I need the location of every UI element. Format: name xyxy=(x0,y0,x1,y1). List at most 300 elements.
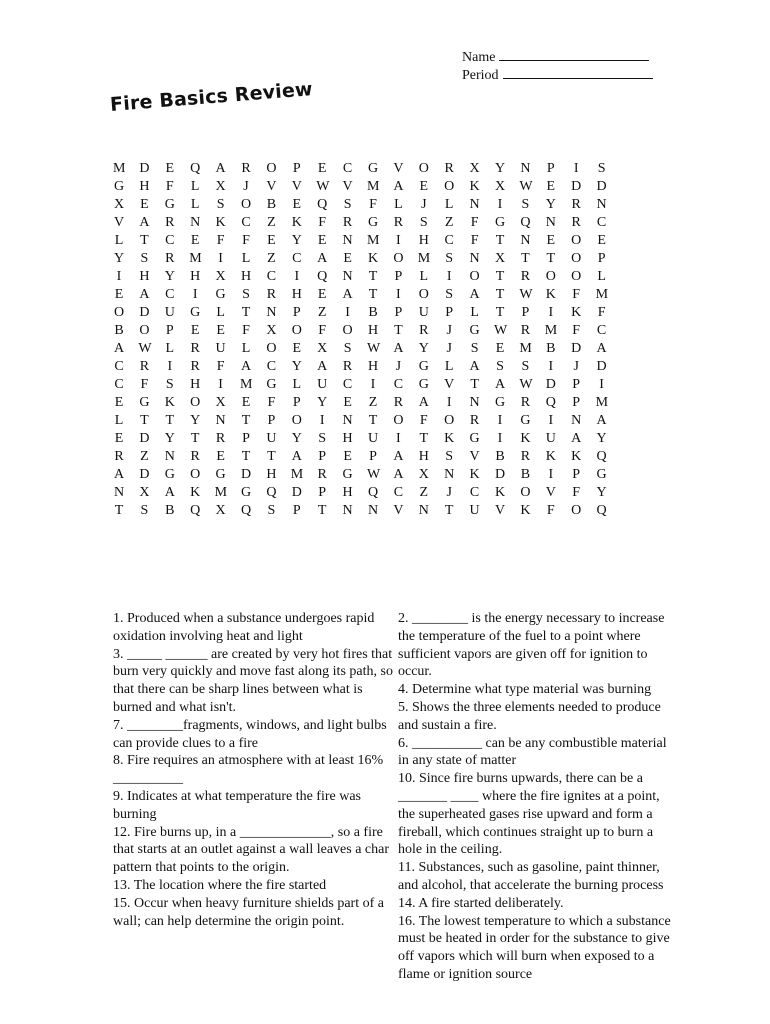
grid-letter: X xyxy=(494,251,506,266)
grid-letter: V xyxy=(469,449,480,464)
period-blank-line[interactable] xyxy=(503,66,653,79)
grid-letter: K xyxy=(469,179,480,194)
grid-letter: C xyxy=(266,359,277,374)
grid-letter: N xyxy=(469,197,480,212)
grid-letter: J xyxy=(446,341,452,356)
grid-letter: S xyxy=(140,503,149,518)
grid-letter: P xyxy=(292,503,301,518)
grid-letter: K xyxy=(291,215,302,230)
grid-letter: V xyxy=(545,485,556,500)
grid-letter: K xyxy=(520,431,531,446)
grid-letter: N xyxy=(545,215,556,230)
grid-letter: Y xyxy=(494,161,506,176)
grid-letter: D xyxy=(494,467,506,482)
grid-letter: P xyxy=(394,269,403,284)
grid-letter: K xyxy=(215,215,226,230)
grid-letter: B xyxy=(165,503,175,518)
grid-letter: X xyxy=(418,467,429,482)
grid-letter: E xyxy=(343,395,352,410)
grid-letter: J xyxy=(446,485,452,500)
grid-letter: O xyxy=(418,161,429,176)
grid-letter: X xyxy=(215,269,226,284)
grid-letter: N xyxy=(469,395,480,410)
grid-letter: Z xyxy=(267,215,276,230)
grid-letter: N xyxy=(520,233,531,248)
grid-letter: N xyxy=(596,197,607,212)
grid-letter: A xyxy=(393,467,404,482)
grid-letter: P xyxy=(572,467,581,482)
grid-letter: I xyxy=(319,413,325,428)
grid-letter: R xyxy=(241,161,251,176)
grid-letter: J xyxy=(573,359,579,374)
grid-letter: V xyxy=(113,215,125,230)
clue: 11. Substances, such as gasoline, paint thinner, and alcohol, that accelerate the burning process xyxy=(398,860,664,893)
clue: 9. Indicates at what temperature the fire was burning xyxy=(113,788,362,822)
grid-letter: D xyxy=(139,431,150,446)
grid-letter: N xyxy=(367,503,379,518)
grid-letter: Y xyxy=(596,485,607,500)
grid-letter: L xyxy=(241,251,251,266)
grid-letter: Q xyxy=(317,269,328,284)
grid-letter: G xyxy=(139,395,150,410)
grid-letter: T xyxy=(419,431,429,446)
grid-letter: D xyxy=(596,359,607,374)
grid-letter: K xyxy=(571,305,582,320)
grid-letter: I xyxy=(218,251,223,266)
grid-letter: M xyxy=(367,179,380,194)
grid-letter: F xyxy=(242,233,250,248)
grid-letter: N xyxy=(342,413,353,428)
grid-letter: A xyxy=(571,431,582,446)
grid-letter: P xyxy=(318,449,327,464)
grid-letter: P xyxy=(292,161,301,176)
grid-letter: S xyxy=(343,197,352,212)
grid-letter: O xyxy=(571,503,582,518)
grid-letter: F xyxy=(470,233,479,248)
grid-letter: K xyxy=(520,503,531,518)
grid-letter: K xyxy=(469,467,480,482)
grid-letter: R xyxy=(469,413,480,428)
clue: 14. A fire started deliberately. xyxy=(398,895,564,911)
grid-letter: O xyxy=(139,323,150,338)
grid-letter: R xyxy=(165,215,175,230)
grid-letter: M xyxy=(417,251,431,266)
grid-letter: W xyxy=(138,341,152,356)
grid-letter: T xyxy=(368,269,378,284)
grid-letter: Y xyxy=(190,413,201,428)
grid-letter: E xyxy=(165,161,175,176)
grid-letter: L xyxy=(444,359,454,374)
grid-letter: R xyxy=(419,323,429,338)
grid-letter: B xyxy=(114,323,124,338)
grid-letter: R xyxy=(190,449,200,464)
grid-letter: I xyxy=(548,413,554,428)
grid-letter: D xyxy=(571,341,582,356)
grid-letter: Y xyxy=(113,251,125,266)
grid-letter: A xyxy=(596,341,607,356)
grid-letter: R xyxy=(114,449,124,464)
grid-letter: T xyxy=(368,413,378,428)
grid-letter: F xyxy=(572,485,581,500)
grid-letter: S xyxy=(445,287,454,302)
grid-letter: M xyxy=(113,161,126,176)
grid-letter: D xyxy=(139,467,150,482)
grid-letter: N xyxy=(190,215,201,230)
grid-letter: W xyxy=(367,467,381,482)
grid-letter: V xyxy=(266,179,277,194)
grid-letter: Q xyxy=(596,449,607,464)
clue: 5. Shows the three elements needed to produce and sustain a fire. xyxy=(398,699,661,733)
grid-letter: I xyxy=(116,269,122,284)
grid-letter: G xyxy=(596,467,607,482)
grid-letter: O xyxy=(266,341,277,356)
grid-letter: R xyxy=(165,251,175,266)
grid-letter: F xyxy=(140,377,149,392)
grid-letter: A xyxy=(418,395,429,410)
grid-letter: G xyxy=(418,359,429,374)
grid-letter: U xyxy=(215,341,226,356)
grid-letter: F xyxy=(597,305,606,320)
grid-letter: S xyxy=(140,251,149,266)
grid-letter: A xyxy=(393,341,404,356)
grid-letter: E xyxy=(267,233,276,248)
grid-letter: E xyxy=(343,449,352,464)
grid-letter: S xyxy=(419,215,428,230)
grid-letter: P xyxy=(242,431,250,446)
grid-letter: T xyxy=(165,413,175,428)
grid-letter: P xyxy=(267,413,276,428)
grid-letter: C xyxy=(393,377,404,392)
grid-letter: S xyxy=(267,503,276,518)
grid-letter: Q xyxy=(266,485,277,500)
grid-letter: S xyxy=(343,341,352,356)
grid-letter: P xyxy=(572,377,581,392)
grid-letter: G xyxy=(215,467,226,482)
grid-letter: A xyxy=(113,467,125,482)
grid-letter: T xyxy=(495,233,505,248)
grid-letter: E xyxy=(597,233,606,248)
grid-letter: A xyxy=(469,287,480,302)
grid-letter: A xyxy=(139,215,150,230)
grid-letter: H xyxy=(139,179,150,194)
grid-letter: M xyxy=(290,467,304,482)
grid-letter: A xyxy=(342,287,353,302)
grid-letter: I xyxy=(294,269,300,284)
grid-letter: F xyxy=(369,197,377,212)
grid-letter: S xyxy=(521,197,530,212)
grid-letter: G xyxy=(367,161,379,176)
grid-letter: E xyxy=(190,233,200,248)
grid-letter: P xyxy=(546,161,555,176)
grid-letter: A xyxy=(164,485,175,500)
grid-letter: J xyxy=(243,179,249,194)
grid-letter: C xyxy=(241,215,251,230)
grid-letter: E xyxy=(140,197,149,212)
grid-letter: F xyxy=(242,323,250,338)
grid-letter: G xyxy=(190,305,201,320)
grid-letter: G xyxy=(240,485,252,500)
grid-letter: X xyxy=(215,395,226,410)
grid-letter: R xyxy=(317,467,327,482)
grid-letter: T xyxy=(317,503,327,518)
grid-letter: L xyxy=(114,233,124,248)
grid-letter: H xyxy=(190,269,201,284)
grid-letter: B xyxy=(520,467,531,482)
grid-letter: R xyxy=(190,341,200,356)
grid-letter: N xyxy=(266,305,277,320)
grid-letter: C xyxy=(266,269,277,284)
grid-letter: S xyxy=(445,449,454,464)
grid-letter: S xyxy=(445,251,454,266)
grid-letter: R xyxy=(342,359,353,374)
grid-letter: I xyxy=(497,431,503,446)
grid-letter: U xyxy=(164,305,175,320)
grid-letter: R xyxy=(139,359,150,374)
grid-letter: H xyxy=(291,287,302,302)
grid-letter: I xyxy=(548,467,554,482)
grid-letter: V xyxy=(444,377,455,392)
grid-letter: M xyxy=(240,377,253,392)
grid-letter: C xyxy=(596,323,607,338)
grid-letter: R xyxy=(190,359,200,374)
grid-letter: R xyxy=(520,323,531,338)
grid-letter: I xyxy=(218,377,223,392)
grid-letter: Z xyxy=(419,485,429,500)
grid-letter: C xyxy=(444,233,454,248)
grid-letter: L xyxy=(394,197,403,212)
grid-letter: Z xyxy=(444,215,454,230)
grid-letter: I xyxy=(446,269,452,284)
grid-letter: M xyxy=(595,287,609,302)
grid-letter: A xyxy=(139,287,150,302)
grid-letter: W xyxy=(494,323,508,338)
grid-letter: S xyxy=(242,287,250,302)
grid-letter: Z xyxy=(140,449,149,464)
grid-letter: E xyxy=(317,287,327,302)
grid-letter: O xyxy=(418,287,429,302)
grid-letter: I xyxy=(446,395,452,410)
grid-letter: P xyxy=(572,395,581,410)
grid-letter: Y xyxy=(545,197,556,212)
grid-letter: P xyxy=(394,305,403,320)
grid-letter: Z xyxy=(317,305,327,320)
grid-letter: G xyxy=(113,179,125,194)
grid-letter: A xyxy=(113,341,125,356)
grid-letter: T xyxy=(470,377,479,392)
grid-letter: F xyxy=(216,359,225,374)
grid-letter: L xyxy=(419,269,429,284)
grid-letter: N xyxy=(469,251,480,266)
grid-letter: S xyxy=(521,359,530,374)
grid-letter: K xyxy=(571,449,582,464)
grid-letter: O xyxy=(342,323,353,338)
grid-letter: T xyxy=(368,287,378,302)
grid-letter: A xyxy=(494,377,506,392)
grid-letter: L xyxy=(292,377,302,392)
clue: 3. _____ ______ are created by very hot fires that burn very quickly and move fast along its path, so that there can be sharp lines between what is burned and what isn't. xyxy=(113,646,393,715)
grid-letter: E xyxy=(114,395,124,410)
grid-letter: L xyxy=(597,269,606,284)
grid-letter: R xyxy=(393,215,404,230)
grid-letter: G xyxy=(494,215,506,230)
grid-letter: H xyxy=(418,449,429,464)
grid-letter: T xyxy=(495,287,505,302)
grid-letter: G xyxy=(520,413,531,428)
grid-letter: I xyxy=(548,359,554,374)
grid-letter: D xyxy=(545,377,556,392)
grid-letter: P xyxy=(318,485,327,500)
grid-letter: E xyxy=(190,323,200,338)
name-field[interactable] xyxy=(462,48,649,66)
grid-letter: Q xyxy=(367,485,379,500)
grid-letter: E xyxy=(114,287,124,302)
grid-letter: B xyxy=(546,341,556,356)
grid-letter: O xyxy=(291,413,302,428)
grid-letter: X xyxy=(139,485,150,500)
grid-letter: C xyxy=(114,377,124,392)
grid-letter: J xyxy=(446,323,452,338)
grid-letter: Y xyxy=(164,431,175,446)
grid-letter: C xyxy=(342,161,353,176)
grid-letter: L xyxy=(216,305,225,320)
grid-letter: G xyxy=(164,467,175,482)
grid-letter: R xyxy=(571,197,581,212)
name-label: Name xyxy=(462,50,496,65)
grid-letter: N xyxy=(113,485,125,500)
grid-letter: B xyxy=(266,197,277,212)
grid-letter: L xyxy=(444,197,454,212)
grid-letter: T xyxy=(495,269,505,284)
grid-letter: O xyxy=(444,179,455,194)
grid-letter: Q xyxy=(190,161,201,176)
clue: 15. Occur when heavy furniture shields part of a wall; can help determine the origin point. xyxy=(113,895,384,929)
grid-letter: A xyxy=(469,359,480,374)
grid-letter: X xyxy=(266,323,277,338)
grid-letter: D xyxy=(596,179,607,194)
grid-letter: Q xyxy=(520,215,531,230)
grid-letter: G xyxy=(469,323,480,338)
grid-letter: H xyxy=(266,467,277,482)
grid-letter: T xyxy=(241,413,251,428)
grid-letter: A xyxy=(393,179,404,194)
grid-letter: W xyxy=(367,341,381,356)
grid-letter: T xyxy=(444,503,454,518)
grid-letter: Y xyxy=(164,269,175,284)
grid-letter: F xyxy=(546,503,555,518)
grid-letter: A xyxy=(215,161,226,176)
grid-letter: I xyxy=(548,305,554,320)
grid-letter: H xyxy=(367,359,379,374)
grid-letter: E xyxy=(216,323,225,338)
grid-letter: R xyxy=(444,161,454,176)
grid-letter: I xyxy=(370,377,376,392)
grid-letter: I xyxy=(497,197,503,212)
grid-letter: U xyxy=(418,305,429,320)
grid-letter: I xyxy=(396,233,401,248)
grid-letter: P xyxy=(369,449,377,464)
grid-letter: X xyxy=(317,341,328,356)
grid-letter: C xyxy=(596,215,607,230)
grid-letter: K xyxy=(545,449,556,464)
grid-letter: M xyxy=(519,341,532,356)
grid-letter: O xyxy=(393,413,404,428)
grid-letter: R xyxy=(520,449,531,464)
grid-letter: T xyxy=(521,251,530,266)
grid-letter: M xyxy=(214,485,228,500)
grid-letter: Z xyxy=(267,251,276,266)
grid-letter: Y xyxy=(596,431,607,446)
grid-letter: I xyxy=(192,287,198,302)
grid-letter: O xyxy=(113,305,125,320)
grid-letter: F xyxy=(470,215,479,230)
grid-letter: G xyxy=(367,215,379,230)
grid-letter: E xyxy=(241,395,251,410)
clue: 6. __________ can be any combustible material in any state of matter xyxy=(398,735,667,769)
grid-letter: C xyxy=(469,485,480,500)
grid-letter: H xyxy=(342,485,353,500)
grid-letter: E xyxy=(292,197,302,212)
grid-letter: E xyxy=(495,341,505,356)
grid-letter: F xyxy=(267,395,276,410)
grid-letter: F xyxy=(318,215,327,230)
grid-letter: U xyxy=(545,431,556,446)
grid-letter: P xyxy=(292,305,301,320)
grid-letter: W xyxy=(519,179,533,194)
grid-letter: V xyxy=(393,161,404,176)
grid-letter: S xyxy=(470,341,479,356)
grid-letter: X xyxy=(494,179,506,194)
grid-letter: J xyxy=(421,197,427,212)
grid-letter: C xyxy=(393,485,404,500)
grid-letter: T xyxy=(495,305,505,320)
grid-letter: Y xyxy=(418,341,429,356)
grid-letter: N xyxy=(520,161,531,176)
grid-letter: K xyxy=(545,287,556,302)
grid-letter: Y xyxy=(317,395,328,410)
grid-letter: L xyxy=(190,179,200,194)
grid-letter: G xyxy=(215,287,226,302)
grid-letter: O xyxy=(469,269,480,284)
grid-letter: R xyxy=(393,395,404,410)
period-field[interactable] xyxy=(462,66,653,84)
clue: 12. Fire burns up, in a _____________, so a fire that starts at an outlet against a wall leaves a char pattern that points to the origin. xyxy=(113,824,390,876)
grid-letter: F xyxy=(572,323,581,338)
grid-letter: T xyxy=(114,503,124,518)
grid-letter: C xyxy=(292,251,302,266)
grid-letter: O xyxy=(545,269,556,284)
grid-letter: I xyxy=(599,377,604,392)
grid-letter: O xyxy=(571,269,582,284)
grid-letter: A xyxy=(393,449,404,464)
clue: 4. Determine what type material was burning xyxy=(398,682,652,698)
grid-letter: G xyxy=(494,395,506,410)
grid-letter: E xyxy=(317,161,327,176)
grid-letter: X xyxy=(469,161,480,176)
grid-letter: L xyxy=(114,413,124,428)
grid-letter: R xyxy=(520,395,531,410)
grid-letter: O xyxy=(444,413,455,428)
grid-letter: J xyxy=(395,359,402,374)
grid-letter: I xyxy=(573,161,579,176)
name-blank-line[interactable] xyxy=(499,48,649,61)
grid-letter: L xyxy=(241,341,251,356)
grid-letter: C xyxy=(342,377,353,392)
grid-letter: I xyxy=(167,359,173,374)
grid-letter: P xyxy=(445,305,454,320)
grid-letter: W xyxy=(316,179,330,194)
grid-letter: T xyxy=(394,323,403,338)
grid-letter: V xyxy=(342,179,353,194)
